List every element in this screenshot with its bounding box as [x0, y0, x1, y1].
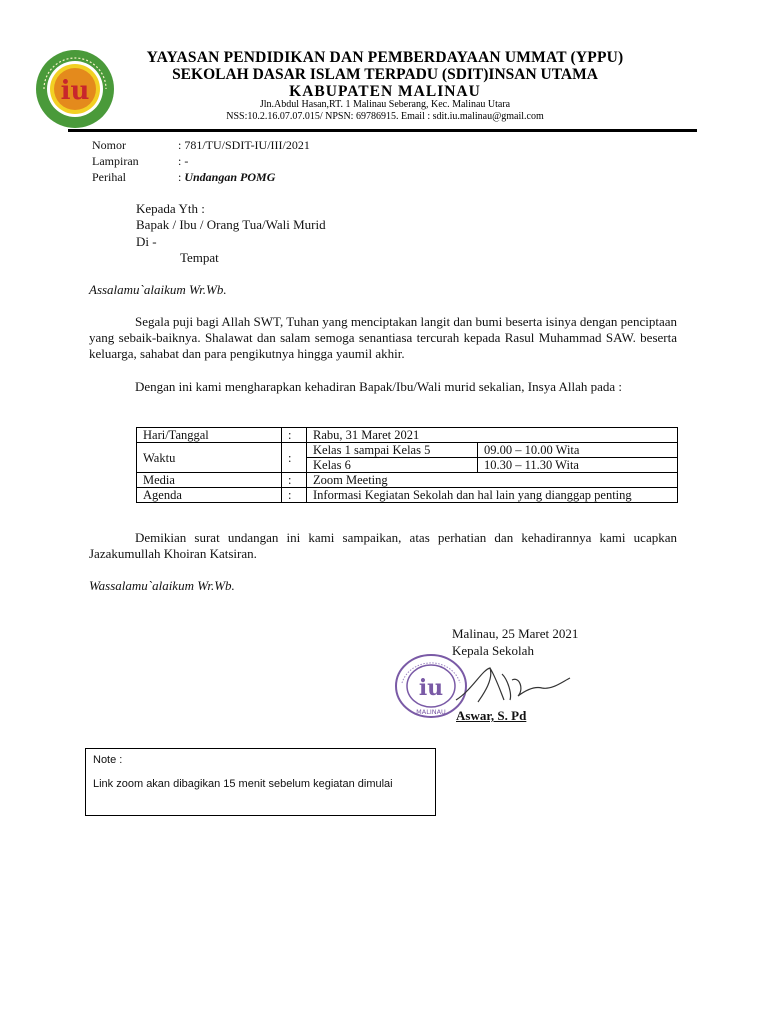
perihal-value: Undangan POMG — [184, 170, 276, 184]
table-row — [137, 428, 678, 443]
place-date: Malinau, 25 Maret 2021 — [452, 626, 579, 641]
lampiran-value: : - — [178, 154, 189, 168]
table-row — [137, 473, 678, 488]
colon: : — [282, 473, 307, 488]
school-name: SEKOLAH DASAR ISLAM TERPADU (SDIT)INSAN UTAMA — [172, 66, 598, 83]
note-text: Link zoom akan dibagikan 15 menit sebelum kegiatan dimulai — [93, 778, 393, 790]
recipient-line1: Kepada Yth : — [136, 201, 205, 216]
paragraph-opening: Segala puji bagi Allah SWT, Tuhan yang menciptakan langit dan bumi beserta isinya dengan penciptaan yang sebaik-baiknya. Shalawat dan salam semoga senantiasa tercurah kepada Rasul Muhammad SAW. beserta keluarga, sahabat dan para pengikutnya hingga yaumil akhir. — [89, 314, 677, 361]
meta-perihal — [92, 170, 275, 185]
media-value: Zoom Meeting — [307, 473, 678, 488]
svg-text:iu: iu — [60, 76, 90, 106]
perihal-label: Perihal — [92, 170, 126, 184]
kelas2: Kelas 6 — [307, 458, 478, 473]
greeting: Assalamu`alaikum Wr.Wb. — [89, 282, 227, 297]
regency-name: KABUPATEN MALINAU — [289, 83, 481, 100]
table-row — [137, 443, 678, 458]
signer-name: Aswar, S. Pd — [456, 708, 527, 723]
colon: : — [282, 488, 307, 503]
signature-scribble — [452, 660, 572, 710]
meta-lampiran — [92, 154, 188, 169]
kelas1: Kelas 1 sampai Kelas 5 — [307, 443, 478, 458]
agenda-value: Informasi Kegiatan Sekolah dan hal lain yang dianggap penting — [307, 488, 678, 503]
perihal-prefix: : — [178, 170, 185, 184]
svg-text:iu: iu — [418, 675, 444, 701]
foundation-name: YAYASAN PENDIDIKAN DAN PEMBERDAYAAN UMMAT (YPPU) — [146, 49, 624, 66]
colon: : — [282, 428, 307, 443]
nomor-value: : 781/TU/SDIT-IU/III/2021 — [178, 138, 310, 152]
recipient-line3: Di - — [136, 234, 157, 249]
lampiran-label: Lampiran — [92, 154, 139, 168]
table-row — [137, 488, 678, 503]
nomor-label: Nomor — [92, 138, 126, 152]
note-title: Note : — [93, 754, 123, 766]
school-nss-email: NSS:10.2.16.07.07.015/ NPSN: 69786915. Email : sdit.iu.malinau@gmail.com — [226, 111, 544, 122]
paragraph-closing: Demikian surat undangan ini kami sampaikan, atas perhatian dan kehadirannya kami ucapkan Jazakumullah Khoiran Katsiran. — [89, 530, 677, 561]
header-divider — [68, 129, 697, 132]
meta-nomor — [92, 138, 310, 153]
note-box — [85, 748, 436, 816]
signer-title: Kepala Sekolah — [452, 643, 534, 658]
closing-greeting: Wassalamu`alaikum Wr.Wb. — [89, 578, 235, 593]
school-address: Jln.Abdul Hasan,RT. 1 Malinau Seberang, Kec. Malinau Utara — [259, 99, 511, 110]
waktu1: 09.00 – 10.00 Wita — [478, 443, 678, 458]
recipient-line4: Tempat — [180, 250, 219, 265]
colon: : — [282, 443, 307, 473]
waktu-label: Waktu — [137, 443, 282, 473]
waktu2: 10.30 – 11.30 Wita — [478, 458, 678, 473]
hari-value: Rabu, 31 Maret 2021 — [307, 428, 678, 443]
schedule-table — [136, 427, 678, 503]
media-label: Media — [137, 473, 282, 488]
svg-text:MALINAU: MALINAU — [416, 708, 446, 716]
agenda-label: Agenda — [137, 488, 282, 503]
recipient-line2: Bapak / Ibu / Orang Tua/Wali Murid — [136, 217, 326, 232]
hari-label: Hari/Tanggal — [137, 428, 282, 443]
paragraph-invitation: Dengan ini kami mengharapkan kehadiran Bapak/Ibu/Wali murid sekalian, Insya Allah pada : — [135, 379, 623, 394]
